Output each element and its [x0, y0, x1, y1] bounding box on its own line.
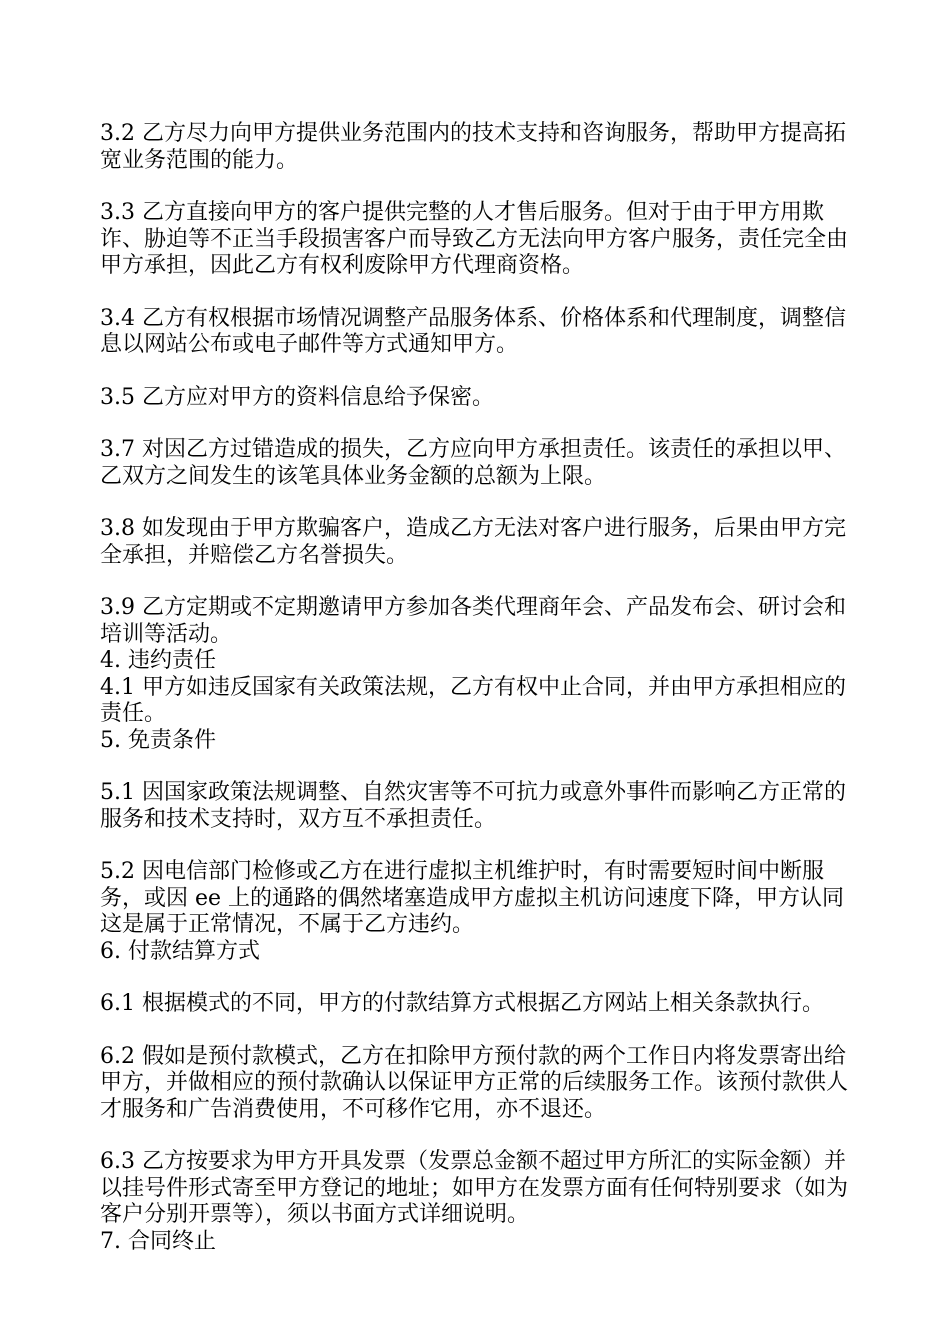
clause-6-3: 6.3 乙方按要求为甲方开具发票（发票总金额不超过甲方所汇的实际金额）并以挂号件形式寄至甲方登记的地址；如甲方在发票方面有任何特别要求（如为客户分别开票等），须以书面方式详细说明。: [100, 1149, 849, 1227]
section-heading-7: 7. 合同终止: [100, 1228, 216, 1254]
clause-5-1: 5.1 因国家政策法规调整、自然灾害等不可抗力或意外事件而影响乙方正常的服务和技术支持时，双方互不承担责任。: [100, 780, 846, 832]
clause-3-7: 3.7 对因乙方过错造成的损失，乙方应向甲方承担责任。该责任的承担以甲、乙双方之间发生的该笔具体业务金额的总额为上限。: [100, 437, 846, 489]
document-body: [100, 121, 860, 1255]
clause-3-8: 3.8 如发现由于甲方欺骗客户，造成乙方无法对客户进行服务，后果由甲方完全承担，并赔偿乙方名誉损失。: [100, 516, 846, 568]
section-heading-6: 6. 付款结算方式: [100, 938, 260, 964]
clause-3-4: 3.4 乙方有权根据市场情况调整产品服务体系、价格体系和代理制度，调整信息以网站公布或电子邮件等方式通知甲方。: [100, 305, 846, 357]
section-heading-5: 5. 免责条件: [100, 727, 216, 753]
clause-4-1: 4.1 甲方如违反国家有关政策法规，乙方有权中止合同，并由甲方承担相应的责任。: [100, 674, 846, 726]
clause-6-1: 6.1 根据模式的不同，甲方的付款结算方式根据乙方网站上相关条款执行。: [100, 991, 824, 1016]
clause-6-2: 6.2 假如是预付款模式，乙方在扣除甲方预付款的两个工作日内将发票寄出给甲方，并做相应的预付款确认以保证甲方正常的后续服务工作。该预付款供人才服务和广告消费使用，不可移作它用，亦不退还。: [100, 1043, 849, 1122]
clause-3-9: 3.9 乙方定期或不定期邀请甲方参加各类代理商年会、产品发布会、研讨会和培训等活动。: [100, 595, 846, 647]
section-heading-4: 4. 违约责任: [100, 648, 216, 673]
clause-3-5: 3.5 乙方应对甲方的资料信息给予保密。: [100, 384, 494, 410]
clause-3-2: 3.2 乙方尽力向甲方提供业务范围内的技术支持和咨询服务，帮助甲方提高拓宽业务范围的能力。: [100, 121, 846, 173]
clause-3-3: 3.3 乙方直接向甲方的客户提供完整的人才售后服务。但对于由于甲方用欺诈、胁迫等不正当手段损害客户而导致乙方无法向甲方客户服务，责任完全由甲方承担，因此乙方有权利废除甲方代理商资格。: [100, 200, 849, 278]
clause-5-2: 5.2 因电信部门检修或乙方在进行虚拟主机维护时，有时需要短时间中断服务，或因 ee 上的通路的偶然堵塞造成甲方虚拟主机访问速度下降，甲方认同这是属于正常情况，不属于乙方违约。: [100, 859, 845, 937]
